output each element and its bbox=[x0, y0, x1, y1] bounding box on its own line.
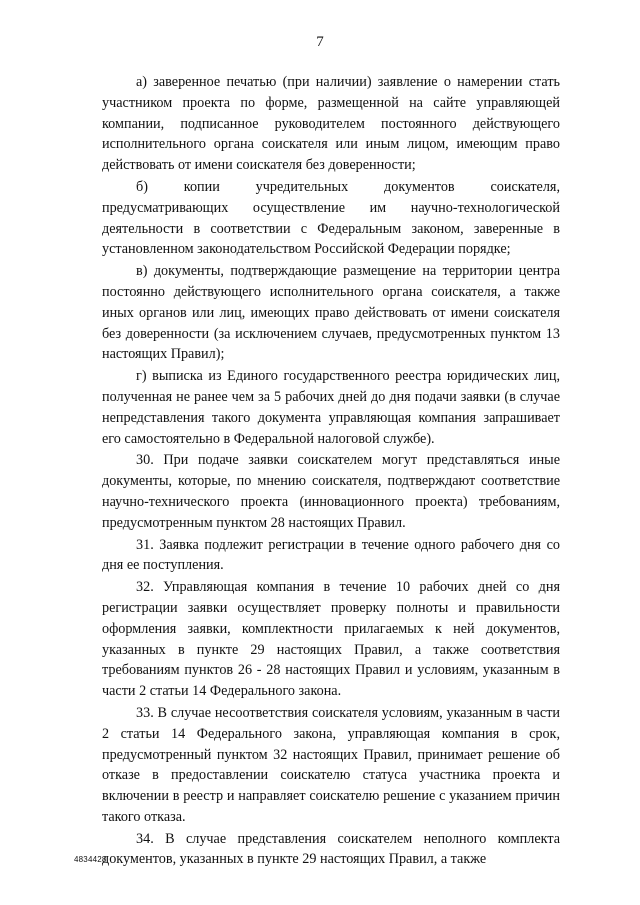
paragraph-29g: г) выписка из Единого государственного реестра юридических лиц, полученная не ранее чем за 5 рабочих дней до дня подачи заявки (в случае непредставления такого документа управляющая компания запрашивает его самостоятельно в Федеральной налоговой службе). bbox=[102, 368, 560, 447]
paragraph-29v: в) документы, подтверждающие размещение на территории центра постоянно действующего исполнительного органа соискателя, а также иных органов или лиц, имеющих право действовать от имени соискателя без доверенности (за исключением случаев, предусмотренных пунктом 13 настоящих Правил); bbox=[102, 263, 560, 363]
document-body bbox=[102, 72, 560, 871]
paragraph-31: 31. Заявка подлежит регистрации в течение одного рабочего дня со дня ее поступления. bbox=[102, 536, 560, 574]
paragraph-32: 32. Управляющая компания в течение 10 рабочих дней со дня регистрации заявки осуществляет проверку полноты и правильности оформления заявки, комплектности прилагаемых к ней документов, указанных в пункте 29 настоящих Правил, а также соответствия требованиям пунктов 26 - 28 настоящих Правил и условиям, указанным в части 2 статьи 14 Федерального закона. bbox=[102, 579, 560, 700]
paragraph-34: 34. В случае представления соискателем неполного комплекта документов, указанных в пункте 29 настоящих Правил, а также bbox=[102, 830, 560, 868]
paragraph-29b: б) копии учредительных документов соискателя, предусматривающих осуществление им научно-технологической деятельности в соответствии с Федеральным законом, заверенные в установленном законодательством Российской Федерации порядке; bbox=[102, 178, 560, 258]
document-code: 4834428 bbox=[74, 855, 107, 864]
paragraph-29a: а) заверенное печатью (при наличии) заявление о намерении стать участником проекта по форме, размещенной на сайте управляющей компании, подписанное руководителем постоянного действующего исполнительного органа соискателя или иным лицом, имеющим право действовать от имени соискателя без доверенности; bbox=[102, 74, 560, 174]
page-number: 7 bbox=[316, 34, 324, 50]
paragraph-30: 30. При подаче заявки соискателем могут представляться иные документы, которые, по мнению соискателя, подтверждают соответствие научно-технического проекта (инновационного проекта) требованиям, предусмотренным пунктом 28 настоящих Правил. bbox=[102, 452, 560, 531]
paragraph-33: 33. В случае несоответствия соискателя условиям, указанным в части 2 статьи 14 Федерального закона, управляющая компания в срок, предусмотренный пунктом 32 настоящих Правил, принимает решение об отказе в предоставлении соискателю статуса участника проекта и включении в реестр и направляет соискателю решение с указанием причин такого отказа. bbox=[102, 704, 560, 825]
